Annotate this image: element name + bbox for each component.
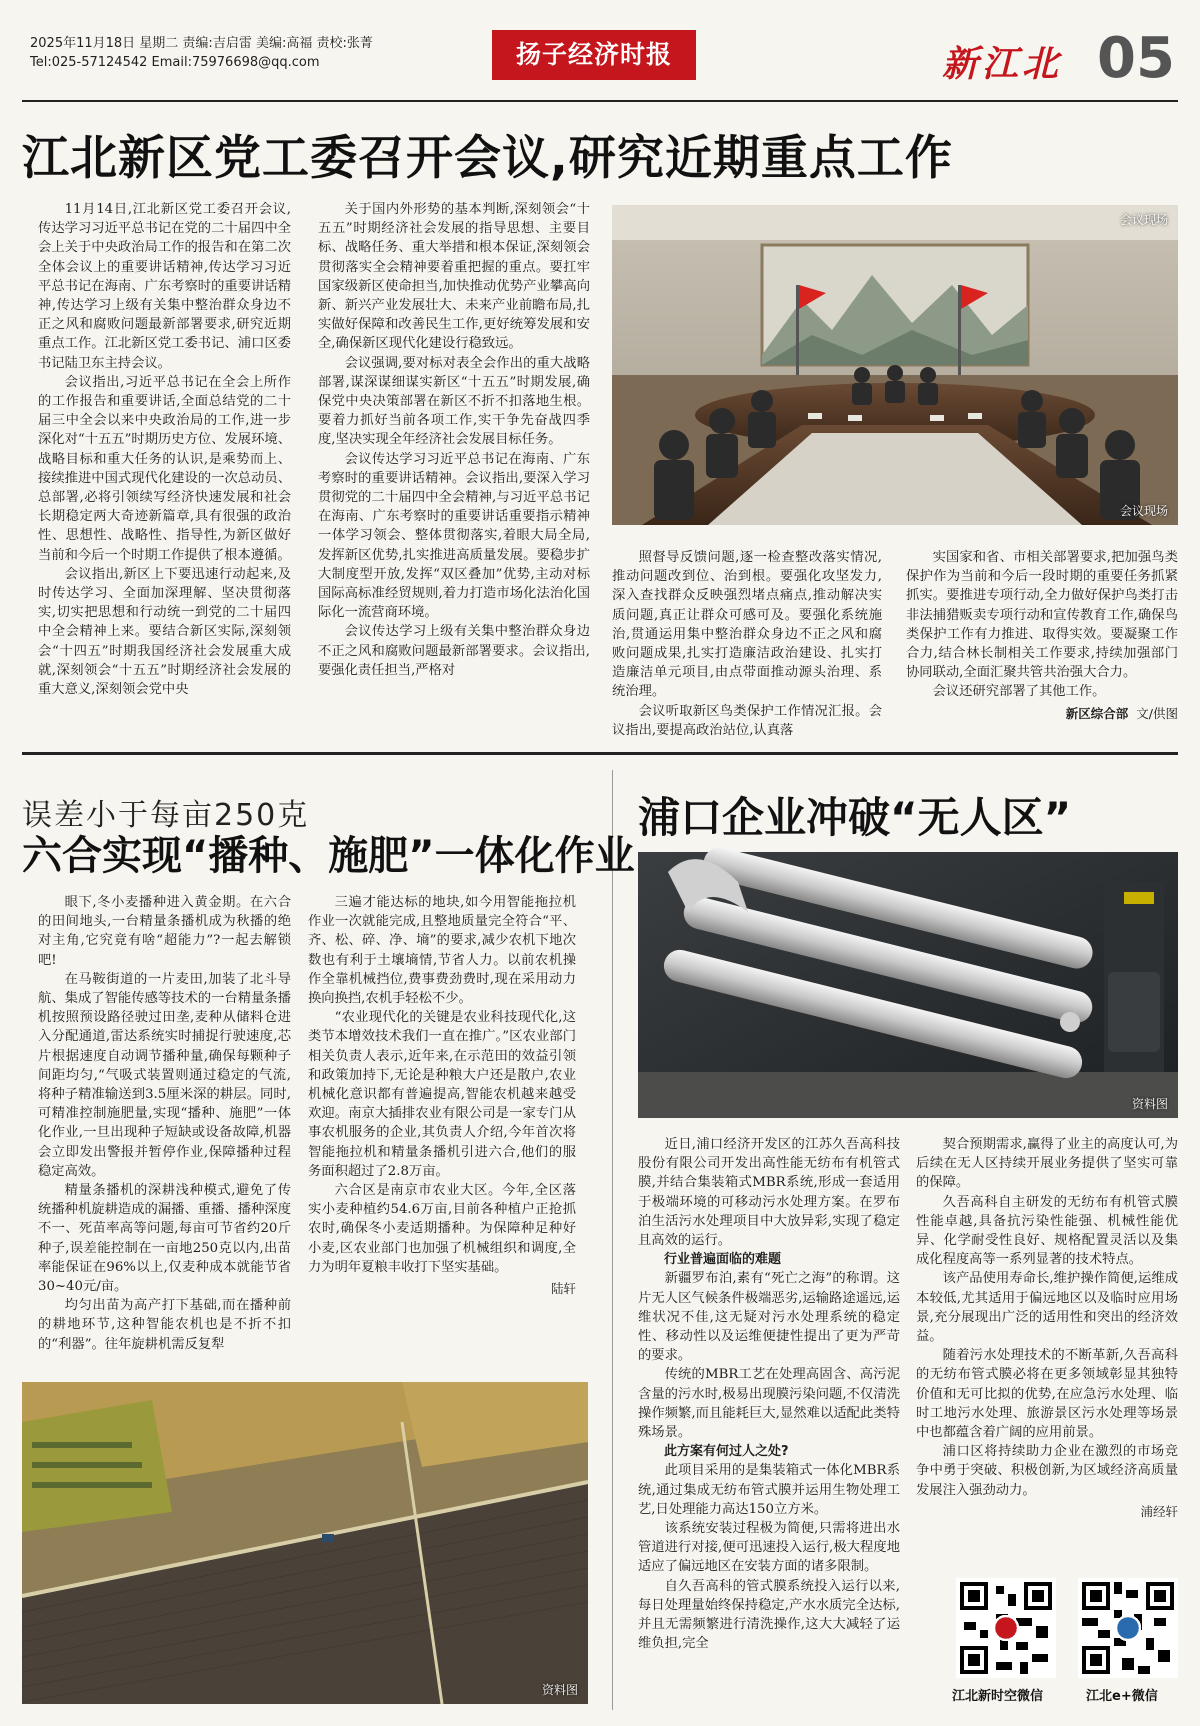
paragraph: 11月14日,江北新区党工委召开会议,传达学习习近平总书记在党的二十届四中全会上关于中央政治局工作的报告和在第二次全体会议上的重要讲话精神,传达学习习近平总书记在海南、广东考察时的重要讲话精神,传达学习上级有关集中整治群众身边不正之风和腐败问题最新部署要求,研究近期重点工作。江北新区党工委书记、浦口区委书记陆卫东主持会议。 bbox=[38, 202, 291, 371]
article3-col2-body bbox=[916, 1135, 1178, 1500]
qr-code-jiangbei-eplus[interactable] bbox=[1078, 1578, 1178, 1678]
column-divider bbox=[612, 770, 613, 1710]
article2-col1 bbox=[38, 893, 291, 1356]
paragraph: 近日,浦口经济开发区的江苏久吾高科技股份有限公司开发出高性能无纺布有机管式膜,并结合集装箱式MBR系统,形成一套适用于极端环境的可移动污水处理方案。在罗布泊生活污水处理项目中大放异彩,实现了稳定且高效的运行。 bbox=[638, 1137, 900, 1249]
issue-meta bbox=[30, 34, 373, 72]
paragraph: 契合预期需求,赢得了业主的高度认可,为后续在无人区持续开展业务提供了坚实可靠的保障。 bbox=[916, 1137, 1178, 1191]
article1-col4-body bbox=[906, 548, 1178, 702]
article2-headline: 六合实现“播种、施肥”一体化作业 bbox=[22, 833, 635, 879]
meeting-scene-image bbox=[612, 205, 1178, 525]
article2-byline: 陆轩 bbox=[550, 1281, 576, 1297]
article2-col2-body bbox=[308, 893, 576, 1277]
paragraph: 均匀出苗为高产打下基础,而在播种前的耕地环节,这种智能农机也是不折不扣的“利器”。往年旋耕机需反复犁 bbox=[38, 1298, 291, 1352]
paragraph: 眼下,冬小麦播种进入黄金期。在六合的田间地头,一台精量条播机成为秋播的绝对主角,它究竟有啥“超能力”?一起去解锁吧! bbox=[38, 895, 291, 968]
article3-headline: 浦口企业冲破“无人区” bbox=[638, 793, 1072, 842]
membrane-system-image bbox=[638, 852, 1178, 1118]
meeting-photo bbox=[612, 205, 1178, 525]
contact-info: Tel:025-57124542 Email:75976698@qq.com bbox=[30, 55, 320, 70]
article1-byline-name: 新区综合部 bbox=[1065, 705, 1129, 721]
section-name: 新江北 bbox=[942, 43, 1063, 85]
paragraph: 会议指出,习近平总书记在全会上所作的工作报告和重要讲话,全面总结党的二十届三中全会以来中央政治局的工作,进一步深化对“十五五”时期历史方位、发展环境、战略目标和重大任务的认识,是乘势而上、接续推进中国式现代化建设的一次总动员、总部署,必将引领续写经济快速发展和社会长期稳定两大奇迹新篇章,具有很强的政治性、思想性、战略性、指导性,为新区做好当前和今后一个时期工作提供了根本遵循。 bbox=[38, 374, 291, 563]
paragraph: 此项目采用的是集装箱式一体化MBR系统,通过集成无纺布管式膜并运用生物处理工艺,日处理能力高达150立方米。 bbox=[638, 1463, 900, 1517]
article3-col2 bbox=[916, 1135, 1178, 1555]
paragraph: 该系统安装过程极为简便,只需将进出水管道进行对接,便可迅速投入运行,极大程度地适应了偏远地区在安装方面的诸多限制。 bbox=[638, 1521, 900, 1575]
article2-col2 bbox=[308, 893, 576, 1373]
membrane-photo-caption: 资料图 bbox=[1131, 1097, 1168, 1111]
section-divider bbox=[22, 752, 1178, 755]
qr-code-icon bbox=[1078, 1578, 1178, 1678]
membrane-equipment-photo bbox=[638, 852, 1178, 1118]
paragraph: 照督导反馈问题,逐一检查整改落实情况,推动问题改到位、治到根。要强化攻坚发力,深入查找群众反映强烈堵点痛点,推动解决实质问题,真正让群众可感可及。要强化系统施治,贯通运用集中整治群众身边不正之风和腐败问题成果,扎实打造廉洁政治建设、扎实打造廉洁单元项目,由点带面推动源头治理、系统治理。 bbox=[612, 550, 882, 700]
newspaper-masthead: 扬子经济时报 bbox=[492, 30, 696, 80]
paragraph: 该产品使用寿命长,维护操作简便,运维成本较低,尤其适用于偏远地区以及临时应用场景,充分展现出广泛的适用性和突出的经济效益。 bbox=[916, 1271, 1178, 1345]
paragraph: 会议指出,新区上下要迅速行动起来,及时传达学习、全面加深理解、坚决贯彻落实,切实把思想和行动统一到党的二十届四中全会精神上来。要结合新区实际,深刻领会“十四五”时期我国经济社会发展重大成就,深刻领会“十五五”时期经济社会发展的重大意义,深刻领会党中央 bbox=[38, 566, 291, 698]
meeting-photo-caption: 会议现场 bbox=[1119, 504, 1168, 518]
paragraph: 浦口区将持续助力企业在激烈的市场竞争中勇于突破、积极创新,为区域经济高质量发展注入强劲动力。 bbox=[916, 1444, 1178, 1498]
farmland-photo bbox=[22, 1382, 588, 1704]
farmland-photo-caption: 资料图 bbox=[541, 1683, 578, 1697]
page-header bbox=[22, 26, 1178, 92]
article1-col2 bbox=[318, 200, 590, 725]
paragraph: “农业现代化的关键是农业科技现代化,这类节本增效技术我们一直在推广。”区农业部门相关负责人表示,近年来,在示范田的效益引领和政策加持下,无论是种粮大户还是散户,农业机械化意识都有普遍提高,智能农机越来越受欢迎。南京大插排农业有限公司是一家专门从事农机服务的企业,其负责人介绍,今年首次将智能拖拉机和精量条播机引进六合,他们的服务面积超过了2.8万亩。 bbox=[308, 1010, 576, 1179]
article2-kicker: 误差小于每亩250克 bbox=[22, 798, 310, 833]
paragraph: 新疆罗布泊,素有“死亡之海”的称谓。这片无人区气候条件极端恶劣,运输路途遥远,运维状况不佳,这无疑对污水处理系统的稳定性、移动性以及运维便捷性提出了更为严苛的要求。 bbox=[638, 1271, 900, 1364]
article3-col1 bbox=[638, 1135, 900, 1710]
qr-code-icon bbox=[956, 1578, 1056, 1678]
article3-byline: 浦经轩 bbox=[1140, 1503, 1178, 1519]
section-subhead: 此方案有何过人之处? bbox=[664, 1444, 789, 1460]
paragraph: 会议强调,要对标对表全会作出的重大战略部署,谋深谋细谋实新区“十五五”时期发展,确保党中央决策部署在新区不折不扣落地生根。要着力抓好当前各项工作,实干争先奋战四季度,坚决实现全年经济社会发展目标任务。 bbox=[318, 355, 590, 448]
paragraph: 实国家和省、市相关部署要求,把加强鸟类保护作为当前和今后一段时期的重要任务抓紧抓实。要推进专项行动,全力做好保护鸟类打击非法捕猎贩卖专项行动和宣传教育工作,确保鸟类保护工作有力推进、取得实效。要凝聚工作合力,结合林长制相关工作要求,持续加强部门协同联动,全面汇聚共管共治强大合力。 bbox=[906, 550, 1178, 681]
header-divider bbox=[22, 100, 1178, 102]
paragraph: 精量条播机的深耕浅种模式,避免了传统播种机旋耕造成的漏播、重播、播种深度不一、死苗率高等问题,每亩可节省约20斤种子,误差能控制在一亩地250克以内,出苗率能保证在96%以上,仅麦种成本就能节省30~40元/亩。 bbox=[38, 1183, 291, 1295]
paragraph: 会议传达学习上级有关集中整治群众身边不正之风和腐败问题最新部署要求。会议指出,要强化责任担当,严格对 bbox=[318, 624, 590, 678]
page-number: 05 bbox=[1097, 26, 1175, 91]
paragraph: 久吾高科自主研发的无纺布有机管式膜性能卓越,具备抗污染性能强、机械性能优异、化学耐受性良好、规格配置灵活以及集成化程度高等一系列显著的技术特点。 bbox=[916, 1194, 1178, 1268]
farmland-aerial-image bbox=[22, 1382, 588, 1704]
article1-byline bbox=[906, 704, 1178, 723]
paragraph: 会议传达学习习近平总书记在海南、广东考察时的重要讲话精神。会议指出,要深入学习贯彻党的二十届四中全会精神,与习近平总书记在海南、广东考察时的重要讲话重要指示精神一体学习领会、整体贯彻落实,着眼大局全局,发挥新区优势,扎实推进高质量发展。要稳步扩大制度型开放,发挥“双区叠加”优势,主动对标国际高标准经贸规则,着力打造市场化法治化国际化一流营商环境。 bbox=[318, 451, 590, 621]
article1-col1 bbox=[38, 200, 291, 725]
paragraph: 在马鞍街道的一片麦田,加装了北斗导航、集成了智能传感等技术的一台精量条播机按照预设路径驶过田垄,麦种从储料仓进入分配通道,雷达系统实时捕捉行驶速度,芯片根据速度自动调节播种量,确保每颗种子间距均匀,“气吸式装置则通过稳定的气流,将种子精准输送到3.5厘米深的耕层。同时,可精准控制施肥量,实现“播种、施肥”一体化作业,一旦出现种子短缺或设备故障,机器会立即发出警报并暂停作业,保障播种过程稳定高效。 bbox=[38, 971, 291, 1179]
qr-label-jiangbei-eplus: 江北e+微信 bbox=[1086, 1689, 1158, 1704]
paragraph: 传统的MBR工艺在处理高固含、高污泥含量的污水时,极易出现膜污染问题,不仅清洗操作频繁,而且能耗巨大,显然难以适配此类特殊场景。 bbox=[638, 1367, 900, 1441]
meeting-photo-caption-top: 会议现场 bbox=[1119, 213, 1168, 227]
article1-col4 bbox=[906, 548, 1178, 748]
paragraph: 会议听取新区鸟类保护工作情况汇报。会议指出,要提高政治站位,认真落 bbox=[612, 703, 882, 738]
article1-headline: 江北新区党工委召开会议,研究近期重点工作 bbox=[22, 131, 953, 186]
qr-code-jiangbei-xinshikong[interactable] bbox=[956, 1578, 1056, 1678]
paragraph: 会议还研究部署了其他工作。 bbox=[932, 684, 1106, 700]
article1-col3 bbox=[612, 548, 882, 738]
paragraph: 三遍才能达标的地块,如今用智能拖拉机作业一次就能完成,且整地质量完全符合“平、齐、松、碎、净、墒”的要求,减少农机下地次数也有利于土壤墒情,节省人力。以前农机操作全靠机械挡位,费事费劲费时,现在采用动力换向换挡,农机手轻松不少。 bbox=[308, 895, 576, 1007]
article1-byline-suffix: 文/供图 bbox=[1136, 705, 1178, 721]
paragraph: 随着污水处理技术的不断革新,久吾高科的无纺布管式膜必将在更多领域彰显其独特价值和无可比拟的优势,在应急污水处理、临时工地污水处理、旅游景区污水处理等场景中也都蕴含着广阔的应用前景。 bbox=[916, 1348, 1178, 1441]
qr-label-jiangbei-xinshikong: 江北新时空微信 bbox=[952, 1689, 1044, 1704]
paragraph: 关于国内外形势的基本判断,深刻领会“十五五”时期经济社会发展的指导思想、主要目标、战略任务、重大举措和根本保证,深刻领会贯彻落实全会精神要着重把握的重点。要扛牢国家级新区使命担当,加快推动优势产业攀高向新、新兴产业发展壮大、未来产业前瞻布局,扎实做好保障和改善民生工作,更好统筹发展和安全,确保新区现代化建设行稳致远。 bbox=[318, 202, 590, 352]
issue-date-editors: 2025年11月18日 星期二 责编:吉启雷 美编:高福 责校:张菁 bbox=[30, 36, 373, 51]
paragraph: 自久吾高科的管式膜系统投入运行以来,每日处理量始终保持稳定,产水水质完全达标,并且无需频繁进行清洗操作,这大大减轻了运维负担,完全 bbox=[638, 1578, 900, 1652]
section-subhead: 行业普遍面临的难题 bbox=[664, 1252, 782, 1268]
paragraph: 六合区是南京市农业大区。今年,全区落实小麦种植约54.6万亩,目前各种植户正抢抓农时,确保冬小麦适期播种。为保障种足种好小麦,区农业部门也加强了机械组织和调度,全力为明年夏粮丰收打下坚实基础。 bbox=[308, 1183, 576, 1275]
